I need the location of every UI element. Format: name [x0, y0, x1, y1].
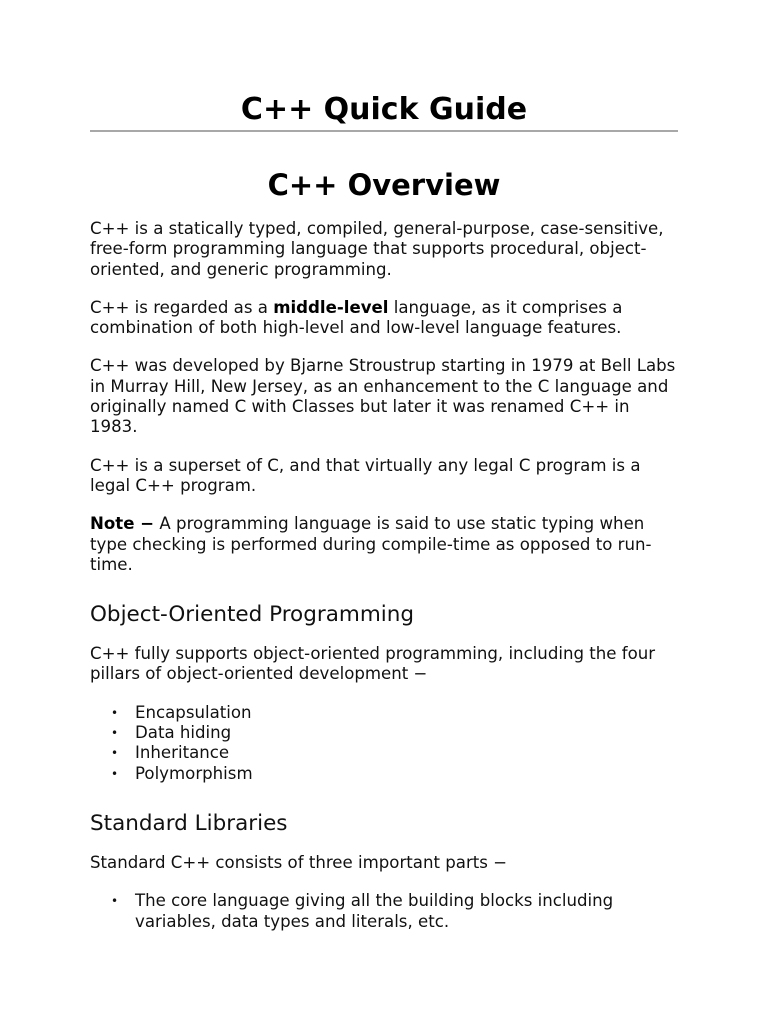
paragraph-note [90, 514, 678, 575]
paragraph-text: C++ is regarded as a [90, 297, 274, 317]
heading-oop: Object-Oriented Programming [90, 602, 415, 628]
bullet-icon: • [111, 726, 119, 741]
bullet-icon: • [111, 705, 119, 720]
paragraph-history: C++ was developed by Bjarne Stroustrup starting in 1979 at Bell Labs in Murray Hill, New Jersey, as an enhancement to the C language and originally named C with Classes but later it was renamed C++ in 1983. [90, 356, 676, 437]
paragraph-oop-intro: C++ fully supports object-oriented programming, including the four pillars of object-oriented development − [90, 644, 656, 684]
section-title: C++ Overview [267, 168, 501, 202]
list-item-text: Inheritance [135, 743, 230, 763]
bullet-icon: • [111, 746, 119, 761]
list-item [111, 763, 678, 784]
list-item [111, 723, 678, 743]
bullet-icon: • [111, 894, 119, 909]
list-item [111, 702, 678, 723]
bullet-icon: • [111, 766, 119, 781]
stdlib-list [90, 891, 678, 932]
list-item-text: Polymorphism [135, 763, 253, 783]
paragraph-middle-level [90, 298, 678, 339]
list-item-text: The core language giving all the building blocks including variables, data types and literals, etc. [135, 891, 614, 931]
bold-term: middle-level [273, 297, 389, 317]
document-title: C++ Quick Guide [240, 92, 528, 127]
note-label: Note − [90, 514, 155, 534]
heading-standard-libraries: Standard Libraries [90, 810, 288, 836]
list-item-text: Data hiding [135, 723, 232, 743]
list-item [111, 891, 678, 932]
paragraph-text: A programming language is said to use static typing when type checking is performed during compile-time as opposed to run-time. [90, 514, 652, 574]
paragraph-superset: C++ is a superset of C, and that virtually any legal C program is a legal C++ program. [90, 455, 641, 495]
list-item-text: Encapsulation [135, 702, 252, 722]
paragraph-text: language, as it comprises a combination of both high-level and low-level language features. [90, 297, 623, 338]
list-item [111, 743, 678, 763]
paragraph-stdlib-intro: Standard C++ consists of three important parts − [90, 852, 508, 872]
oop-list [90, 703, 678, 784]
document-page [90, 88, 678, 932]
paragraph-intro: C++ is a statically typed, compiled, general-purpose, case-sensitive, free-form programming language that supports procedural, object-oriented, and generic programming. [90, 219, 664, 279]
